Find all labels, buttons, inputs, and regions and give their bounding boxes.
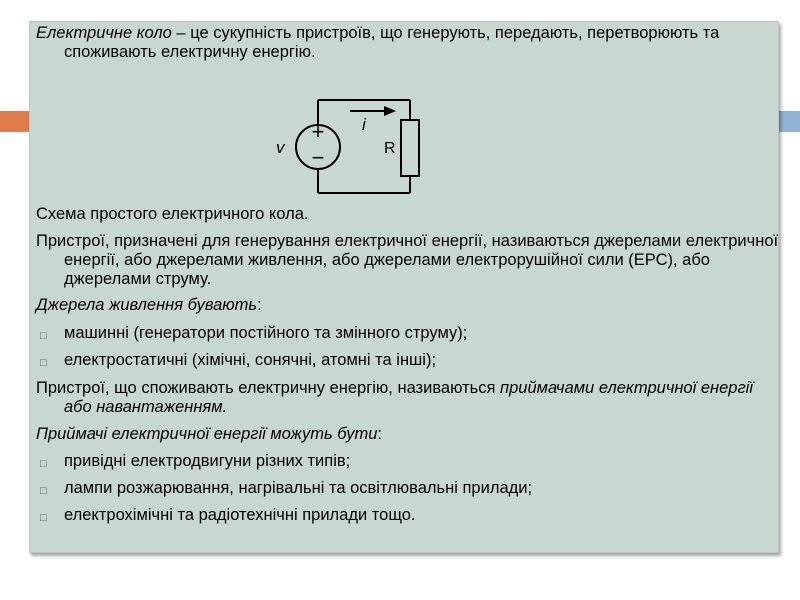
list-item-text: лампи розжарювання, нагрівальні та освітлювальні прилади; [64, 479, 533, 497]
right-accent-bar [778, 111, 800, 132]
bullet-icon: □ [40, 357, 47, 369]
consumers-paragraph [36, 379, 784, 417]
bullet-icon: □ [40, 458, 47, 470]
consumers-paragraph-italic: приймачами електричної енергії або навантаженням. [64, 379, 753, 416]
consumers-heading-text: Приймачі електричної енергії можуть бути [36, 425, 378, 443]
left-accent-bar [0, 111, 30, 132]
list-item-text: електрохімічні та радіотехнічні прилади тощо. [64, 506, 416, 524]
current-arrow-head [384, 106, 396, 116]
minus-sign: − [311, 145, 325, 170]
voltage-label: v [276, 138, 285, 157]
definition-text: – це сукупність пристроїв, що генерують, передають, перетворюють та споживають електричну енергію. [64, 24, 720, 61]
consumers-heading-colon: : [377, 425, 382, 443]
list-item-text: машинні (генератори постійного та змінного струму); [64, 324, 468, 342]
resistor-label: R [384, 140, 396, 157]
sources-paragraph: Пристрої, призначені для генерування електричної енергії, називаються джерелами електричної енергії, або джерелами живлення, або джерелами електрорушійної сили (ЕРС), або джерелами струму. [36, 232, 779, 288]
consumers-paragraph-text: Пристрої, що споживають електричну енергію, називаються [36, 379, 501, 397]
definition-paragraph [36, 24, 784, 62]
resistor-symbol [401, 120, 419, 176]
bullet-icon: □ [40, 512, 47, 524]
list-item-text: привідні електродвигуни різних типів; [64, 452, 351, 470]
circuit-diagram [270, 92, 430, 202]
consumers-heading [36, 425, 756, 444]
bullet-icon: □ [40, 485, 47, 497]
definition-term: Електричне коло [36, 24, 172, 42]
current-label: i [362, 115, 366, 134]
sources-heading [36, 296, 756, 315]
sources-heading-text: Джерела живлення бувають [36, 296, 258, 314]
plus-sign: + [311, 119, 325, 144]
list-item-text: електростатичні (хімічні, сонячні, атомні та інші); [64, 351, 437, 369]
sources-heading-colon: : [257, 296, 262, 314]
bullet-icon: □ [40, 330, 47, 342]
circuit-caption: Схема простого електричного кола. [36, 205, 309, 223]
